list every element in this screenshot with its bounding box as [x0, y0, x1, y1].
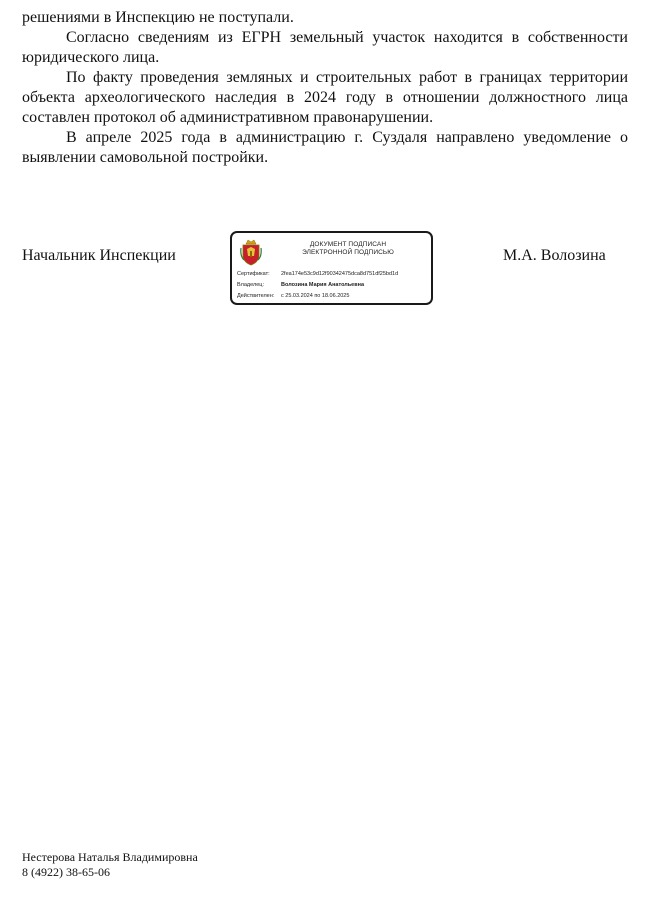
paragraph-2: Согласно сведениям из ЕГРН земельный участок находится в собственности юридического лица.	[22, 29, 628, 66]
document-body	[22, 8, 628, 168]
certificate-value: 2fea174e53c9d12f90342475dca8d751df25bd1d	[281, 271, 399, 277]
signatory-name: М.А. Волозина	[503, 247, 606, 264]
stamp-title-line-1: ДОКУМЕНТ ПОДПИСАН	[309, 241, 387, 248]
electronic-signature-stamp	[230, 231, 433, 305]
executor-name: Нестерова Наталья Владимировна	[22, 850, 198, 864]
paragraph-3: По факту проведения земляных и строительных работ в границах территории объекта археологического наследия в 2024 году в отношении должностного лица составлен протокол об административном правонарушении.	[22, 69, 628, 126]
certificate-label: Сертификат:	[237, 271, 270, 277]
stamp-owner-row	[237, 282, 364, 289]
executor-phone: 8 (4922) 38-65-06	[22, 865, 110, 879]
validity-label: Действителен:	[237, 293, 275, 299]
owner-value: Волозина Мария Анатольевна	[281, 282, 365, 288]
stamp-title-line-2: ЭЛЕКТРОННОЙ ПОДПИСЬЮ	[302, 249, 394, 256]
signatory-position: Начальник Инспекции	[22, 247, 176, 264]
paragraph-1: решениями в Инспекцию не поступали.	[22, 9, 294, 26]
paragraph-4: В апреле 2025 года в администрацию г. Суздаля направлено уведомление о выявлении самовольной постройки.	[22, 129, 628, 166]
coat-of-arms-emblem-icon	[240, 238, 262, 266]
validity-value: с 25.03.2024 по 18.06.2025	[281, 293, 350, 299]
stamp-certificate-row	[237, 271, 398, 278]
stamp-validity-row	[237, 293, 349, 300]
stamp-title	[268, 241, 428, 257]
executor-info	[22, 850, 198, 880]
owner-label: Владелец:	[237, 282, 264, 288]
